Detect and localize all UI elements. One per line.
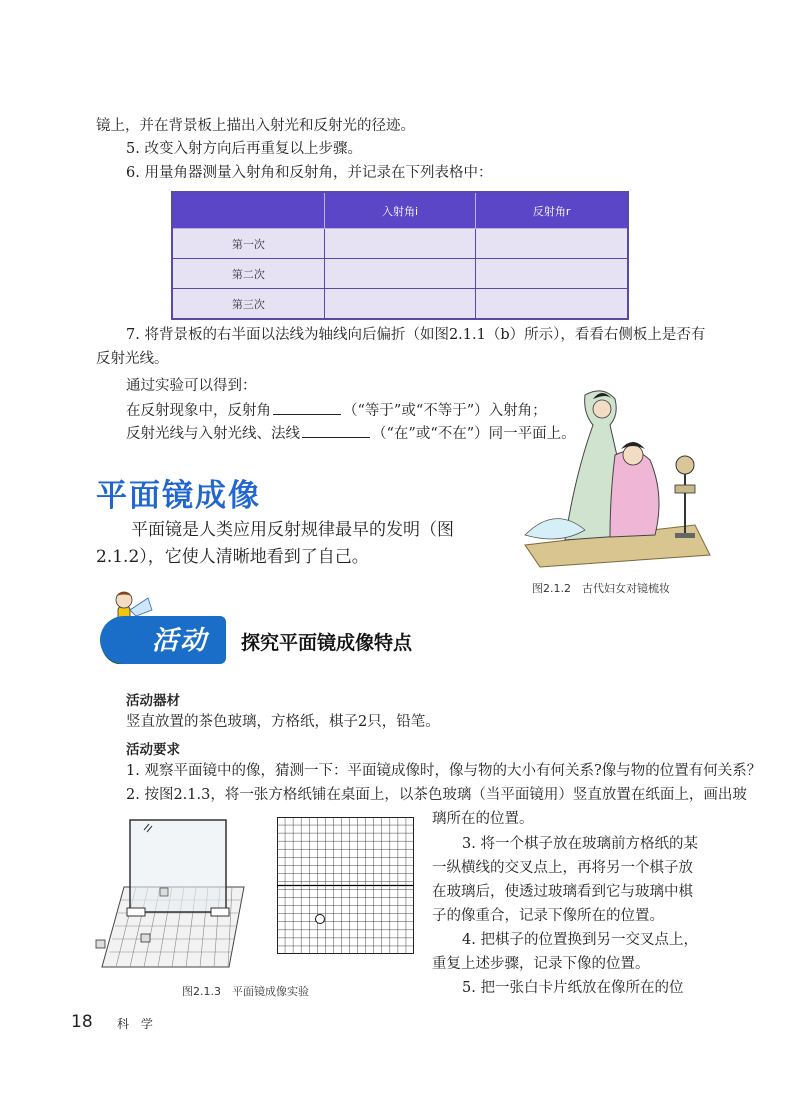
step-5: 5. 改变入射方向后再重复以上步骤。: [126, 141, 362, 157]
requirement-1: 1. 观察平面镜中的像，猜测一下：平面镜成像时，像与物的大小有何关系?像与物的位置有何关系？: [126, 763, 762, 779]
figure-caption: 图2.1.2 古代妇女对镜梳妆: [532, 582, 670, 595]
table-header: [172, 192, 324, 229]
text-line: 镜上，并在背景板上描出入射光和反射光的径迹。: [96, 118, 415, 134]
requirement-2-line2: 璃所在的位置。: [432, 811, 534, 827]
table-row: [172, 229, 628, 259]
conclusion-text: （“在”或“不在”）同一平面上。: [372, 426, 576, 442]
angle-table: [171, 191, 629, 320]
step-7-line1: 7. 将背景板的右半面以法线为轴线向后偏折（如图2.1.1（b）所示），看看右侧板上是否有: [126, 327, 706, 343]
section-title: 平面镜成像: [96, 478, 261, 514]
answer-blank[interactable]: [273, 400, 341, 415]
table-cell: 第一次: [172, 229, 324, 259]
table-cell: [324, 259, 476, 289]
table-header: 入射角i: [324, 192, 476, 229]
requirement-2-line1: 2. 按图2.1.3，将一张方格纸铺在桌面上，以茶色玻璃（当平面镜用）竖直放置在纸面上，画出玻: [126, 787, 747, 803]
answer-blank[interactable]: [302, 423, 370, 438]
intro-line1: 平面镜是人类应用反射规律最早的发明（图: [131, 520, 454, 540]
requirement-3-line: 一纵横线的交叉点上，再将另一个棋子放: [432, 860, 693, 876]
materials-heading: 活动器材: [126, 693, 180, 709]
table-header: 反射角r: [476, 192, 628, 229]
requirement-5-line: 5. 把一张白卡片纸放在像所在的位: [462, 980, 684, 996]
step-7-line2: 反射光线。: [96, 351, 169, 367]
glass-on-grid-illustration: [94, 812, 259, 977]
subject-label: 科 学: [117, 1017, 157, 1031]
table-cell: [476, 229, 628, 259]
requirements-heading: 活动要求: [126, 742, 180, 758]
grid-paper-illustration: [277, 817, 414, 954]
table-row: [172, 289, 628, 320]
table-cell: [476, 289, 628, 320]
conclusion-line1: [126, 400, 547, 421]
requirement-3-line: 在玻璃后，使透过玻璃看到它与玻璃中棋: [432, 884, 693, 900]
conclusion-text: 在反射现象中，反射角: [126, 403, 271, 419]
step-6: 6. 用量角器测量入射角和反射角，并记录在下列表格中：: [126, 165, 493, 181]
requirement-4-line: 4. 把棋子的位置换到另一交叉点上，: [462, 932, 698, 948]
table-cell: 第三次: [172, 289, 324, 320]
table-cell: [324, 289, 476, 320]
table-cell: [476, 259, 628, 289]
page-number: 18: [71, 1012, 93, 1032]
table-row: [172, 259, 628, 289]
requirement-3-line: 子的像重合，记录下像所在的位置。: [432, 908, 664, 924]
figure-caption: 图2.1.3 平面镜成像实验: [182, 985, 309, 998]
requirement-4-line: 重复上述步骤，记录下像的位置。: [432, 956, 650, 972]
table-cell: [324, 229, 476, 259]
requirement-3-line: 3. 将一个棋子放在玻璃前方格纸的某: [462, 836, 698, 852]
table-header-row: [172, 192, 628, 229]
activity-title: 探究平面镜成像特点: [241, 632, 413, 654]
conclusion-text: （“等于”或“不等于”）入射角；: [343, 403, 547, 419]
table-cell: 第二次: [172, 259, 324, 289]
ancient-women-mirror-illustration: [515, 385, 715, 570]
intro-line2: 2.1.2），它使人清晰地看到了自己。: [96, 547, 369, 567]
conclusion-text: 反射光线与入射光线、法线: [126, 426, 300, 442]
conclusion-line2: [126, 423, 576, 444]
conclusion-intro: 通过实验可以得到：: [126, 378, 257, 394]
activity-badge-label: 活动: [152, 626, 209, 656]
materials-text: 竖直放置的茶色玻璃，方格纸，棋子2只，铅笔。: [126, 714, 440, 730]
